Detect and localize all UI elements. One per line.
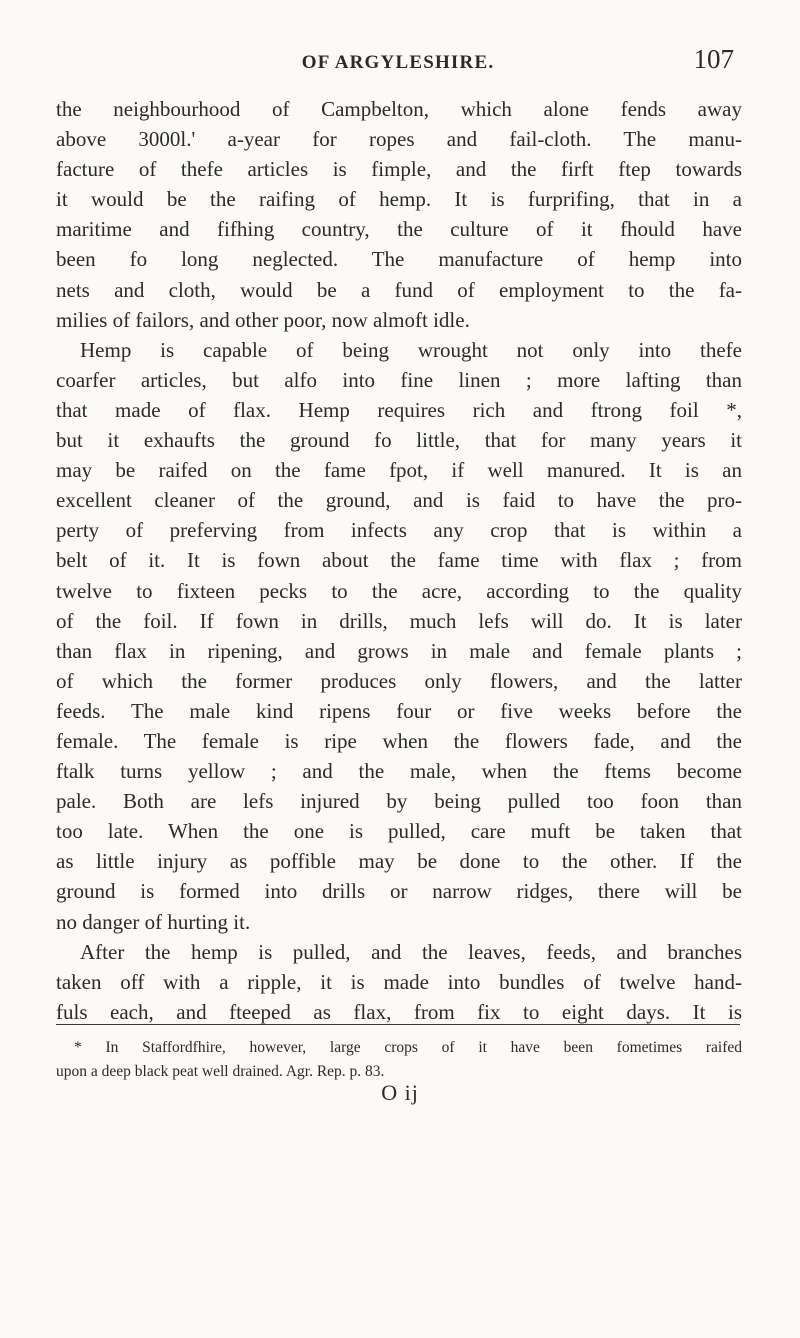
text-line: facture of thefe articles is fimple, and the firft ftep towards [56, 157, 742, 182]
text-line: fuls each, and fteeped as flax, from fix to eight days. It is [56, 999, 742, 1024]
text-line: may be raifed on the fame fpot, if well manured. It is an [56, 458, 742, 483]
text-line: as little injury as poffible may be done to the other. If the [56, 849, 742, 874]
text-line: ftalk turns yellow ; and the male, when the ftems become [56, 759, 742, 784]
running-head [56, 44, 740, 84]
text-line: coarfer articles, but alfo into fine linen ; more lafting than [56, 367, 742, 392]
text-line: too late. When the one is pulled, care muft be taken that [56, 819, 742, 844]
text-line: the neighbourhood of Campbelton, which alone fends away [56, 97, 742, 121]
footnote-rule [56, 1024, 740, 1025]
footnote-line: upon a deep black peat well drained. Agr. Rep. p. 83. [56, 1063, 385, 1080]
text-line: no danger of hurting it. [56, 909, 251, 934]
text-line: perty of preferving from infects any crop that is within a [56, 518, 742, 543]
footnote [56, 1036, 742, 1084]
text-line: that made of flax. Hemp requires rich and ftrong foil *, [56, 397, 742, 422]
text-line: above 3000l.' a-year for ropes and fail-cloth. The manu- [56, 127, 742, 152]
text-line: twelve to fixteen pecks to the acre, according to the quality [56, 578, 742, 603]
text-line: After the hemp is pulled, and the leaves, feeds, and branches [80, 939, 742, 964]
text-line: maritime and fifhing country, the culture of it fhould have [56, 217, 742, 242]
text-line: excellent cleaner of the ground, and is faid to have the pro- [56, 488, 742, 513]
text-line: ground is formed into drills or narrow ridges, there will be [56, 879, 742, 904]
text-line: but it exhaufts the ground fo little, that for many years it [56, 428, 742, 453]
text-line: been fo long neglected. The manufacture of hemp into [56, 247, 742, 272]
text-line: it would be the raifing of hemp. It is furprifing, that in a [56, 187, 742, 212]
page-number: 107 [693, 44, 734, 74]
text-line: female. The female is ripe when the flowers fade, and the [56, 728, 742, 753]
text-line: taken off with a ripple, it is made into bundles of twelve hand- [56, 969, 742, 994]
text-line: Hemp is capable of being wrought not only into thefe [80, 337, 742, 362]
text-line: than flax in ripening, and grows in male and female plants ; [56, 638, 742, 663]
text-line: belt of it. It is fown about the fame time with flax ; from [56, 548, 742, 573]
running-title: OF ARGYLESHIRE. [301, 52, 495, 73]
text-line: of which the former produces only flowers, and the latter [56, 668, 742, 693]
body-text [56, 94, 742, 1027]
text-line: milies of failors, and other poor, now almoft idle. [56, 307, 470, 332]
text-line: feeds. The male kind ripens four or five weeks before the [56, 698, 742, 723]
text-line: pale. Both are lefs injured by being pulled too foon than [56, 789, 742, 814]
signature-mark: O ij [381, 1080, 419, 1105]
footnote-line: * In Staffordfhire, however, large crops of it have been fometimes raifed [74, 1039, 742, 1056]
text-line: of the foil. If fown in drills, much lefs will do. It is later [56, 608, 742, 633]
text-line: nets and cloth, would be a fund of employment to the fa- [56, 277, 742, 302]
